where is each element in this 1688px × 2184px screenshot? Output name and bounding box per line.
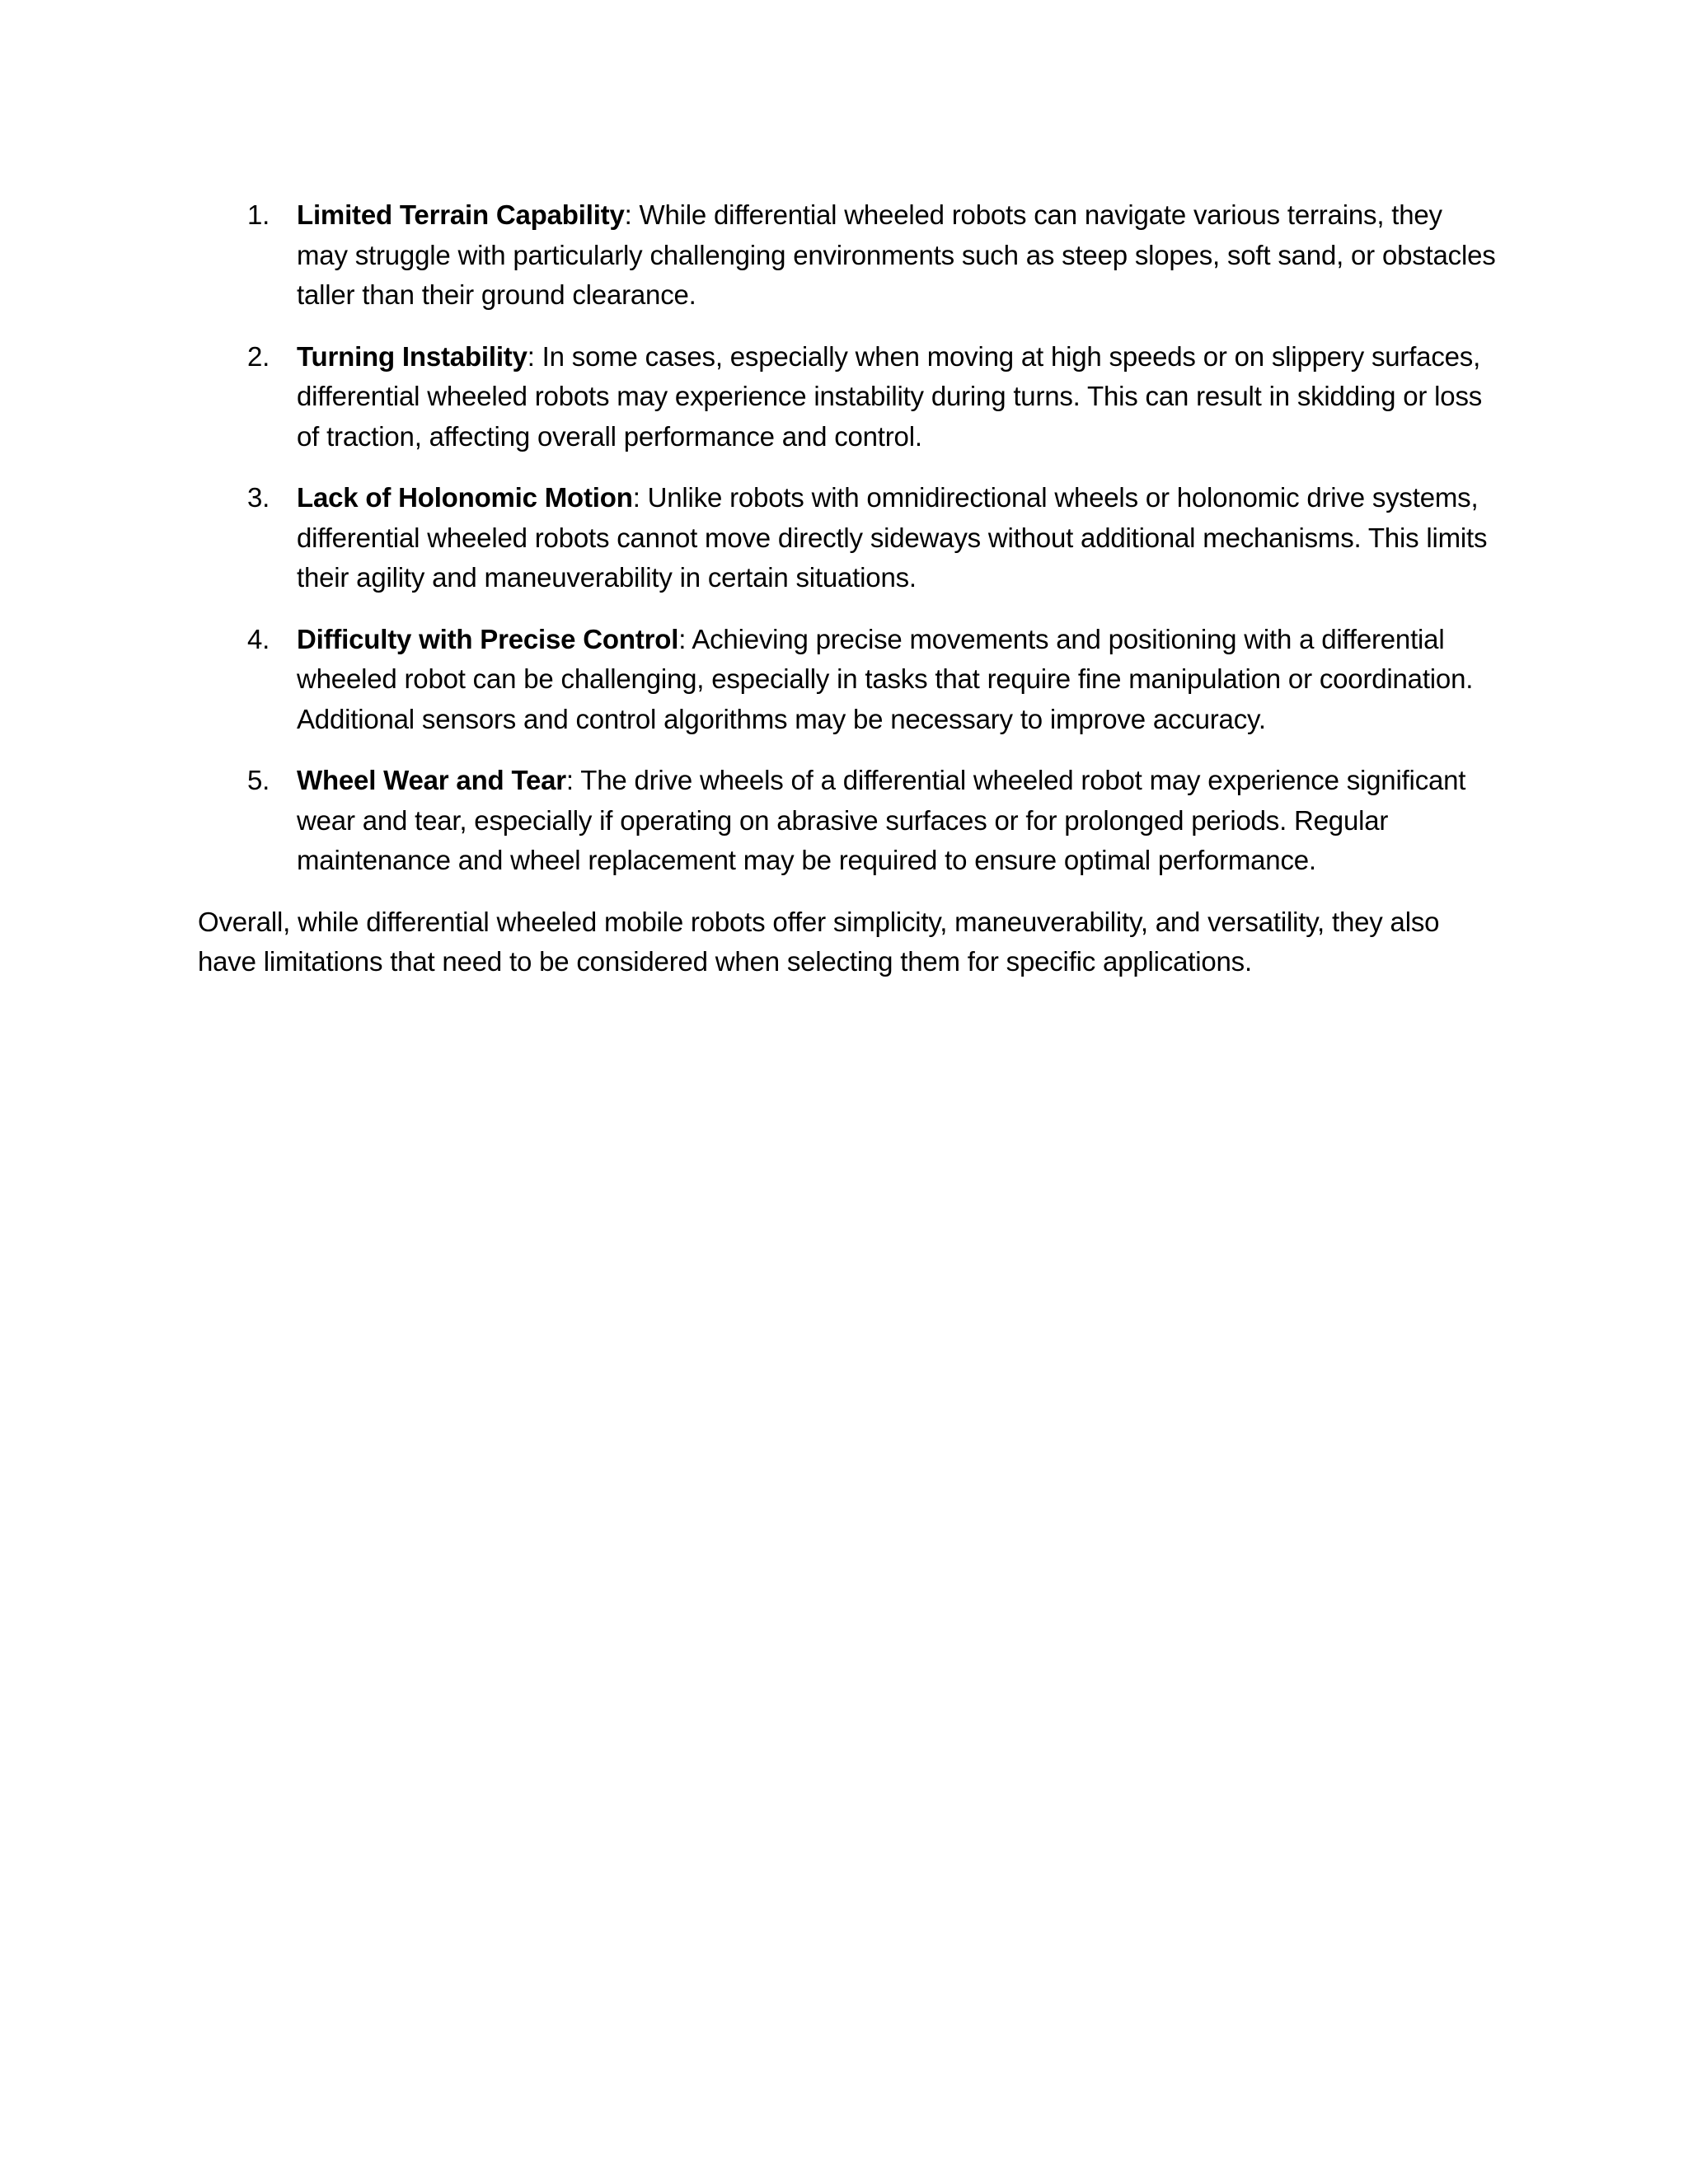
list-item (198, 478, 1496, 598)
list-item (198, 337, 1496, 457)
list-item-text: : The drive wheels of a differential wheeled robot may experience significant wear and tear, especially if operating on abrasive surfaces or for prolonged periods. Regular maintenance and wheel replacement may be required to ensure optimal performance. (297, 765, 1466, 875)
list-item-term: Difficulty with Precise Control (297, 623, 679, 654)
list-item-number: 1. (247, 199, 270, 230)
list-item-term: Lack of Holonomic Motion (297, 482, 633, 513)
list-item-term: Turning Instability (297, 340, 528, 372)
list-item (198, 195, 1496, 316)
list-item-term: Wheel Wear and Tear (297, 765, 566, 795)
summary-paragraph: Overall, while differential wheeled mobile robots offer simplicity, maneuverability, and versatility, they also have limitations that need to be considered when selecting them for specific applications. (198, 906, 1440, 977)
list-item-number: 4. (247, 623, 270, 654)
limitations-list (198, 195, 1496, 881)
list-item-term: Limited Terrain Capability (297, 199, 625, 230)
document-body (198, 195, 1496, 982)
list-item-text: : While differential wheeled robots can navigate various terrains, they may struggle with particularly challenging environments such as steep slopes, soft sand, or obstacles taller than their ground clearance. (297, 199, 1496, 310)
list-item (198, 620, 1496, 740)
list-item-number: 3. (247, 482, 270, 513)
list-item-text: : In some cases, especially when moving at high speeds or on slippery surfaces, differential wheeled robots may experience instability during turns. This can result in skidding or loss of traction, affecting overall performance and control. (297, 340, 1483, 452)
list-item (198, 761, 1496, 881)
list-item-text: : Unlike robots with omnidirectional wheels or holonomic drive systems, differential wheeled robots cannot move directly sideways without additional mechanisms. This limits their agility and maneuverability in certain situations. (297, 482, 1488, 593)
list-item-text: : Achieving precise movements and positioning with a differential wheeled robot can be challenging, especially in tasks that require fine manipulation or coordination. Additional sensors and control algorithms may be necessary to improve accuracy. (297, 623, 1474, 734)
list-item-number: 2. (247, 340, 270, 372)
list-item-number: 5. (247, 765, 270, 795)
